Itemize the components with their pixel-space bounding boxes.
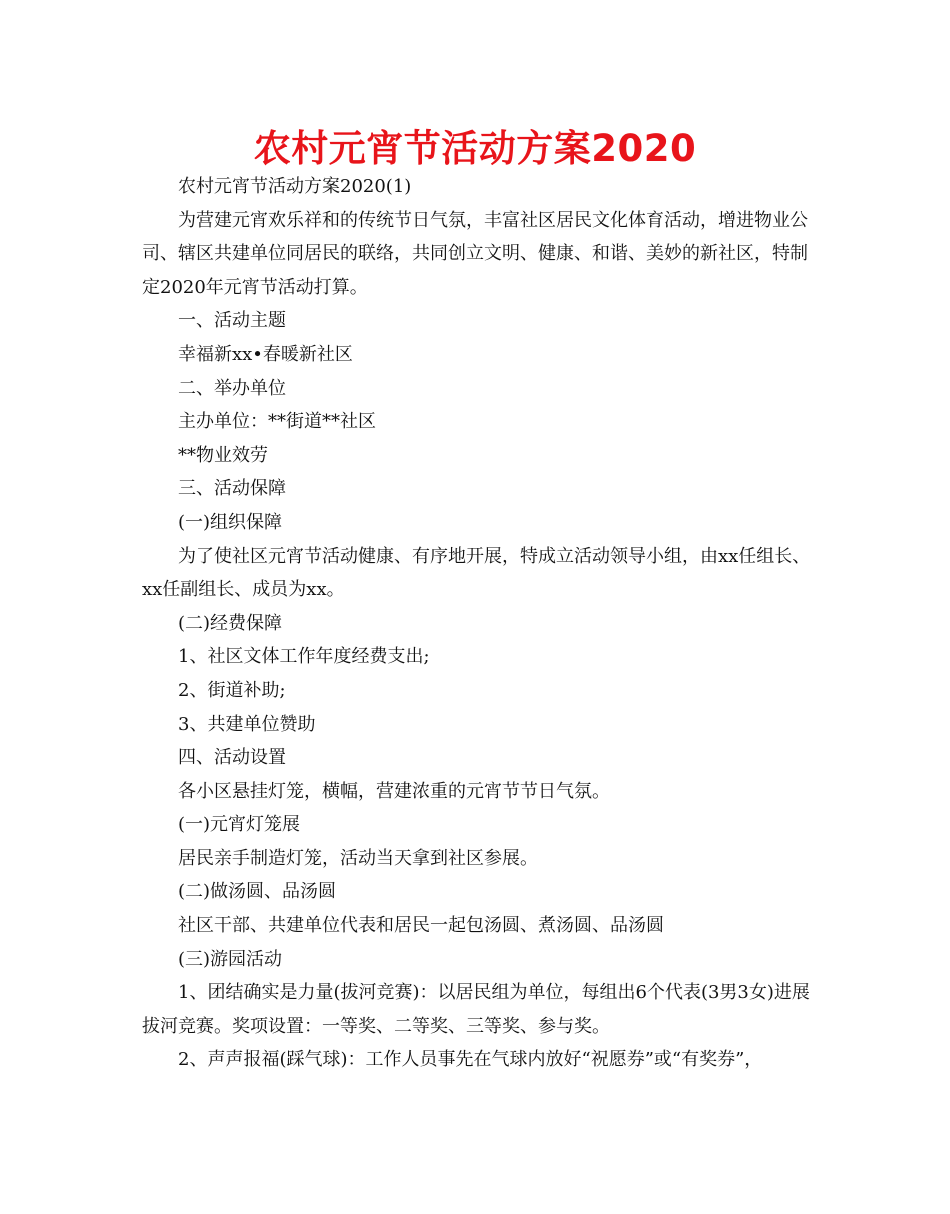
paragraph-organization: 为了使社区元宵节活动健康、有序地开展，特成立活动领导小组，由xx任组长、xx任副组长、成员为xx。 xyxy=(142,545,811,601)
heading-activity-guarantee: 三、活动保障 xyxy=(178,478,286,500)
paragraph-setup: 各小区悬挂灯笼，横幅，营建浓重的元宵节节日气氛。 xyxy=(178,780,610,802)
heading-activity-setup: 四、活动设置 xyxy=(178,747,286,769)
subheading-garden-games: (三)游园活动 xyxy=(178,948,283,970)
document-body xyxy=(142,170,822,1077)
paragraph-subtitle: 农村元宵节活动方案2020(1) xyxy=(178,176,412,197)
paragraph-tug-of-war: 1、团结确实是力量(拔河竞赛)：以居民组为单位，每组出6个代表(3男3女)进展拔河竞赛。奖项设置：一等奖、二等奖、三等奖、参与奖。 xyxy=(142,982,810,1037)
subheading-funding: (二)经费保障 xyxy=(178,612,283,634)
heading-activity-theme: 一、活动主题 xyxy=(178,310,286,332)
document-title: 农村元宵节活动方案2020 xyxy=(253,127,697,170)
list-item-funding-1: 1、社区文体工作年度经费支出; xyxy=(178,646,430,668)
subheading-tangyuan: (二)做汤圆、品汤圆 xyxy=(178,881,337,903)
paragraph-organizer: 主办单位：**街道**社区 xyxy=(178,411,376,433)
heading-organizer: 二、举办单位 xyxy=(178,377,286,399)
list-item-funding-3: 3、共建单位赞助 xyxy=(178,713,316,735)
paragraph-balloon-game: 2、声声报福(踩气球)：工作人员事先在气球内放好“祝愿券”或“有奖券”， xyxy=(178,1049,763,1071)
paragraph-lantern-show: 居民亲手制造灯笼，活动当天拿到社区参展。 xyxy=(178,847,538,869)
paragraph-intro: 为营建元宵欢乐祥和的传统节日气氛，丰富社区居民文化体育活动，增进物业公司、辖区共建单位同居民的联络，共同创立文明、健康、和谐、美妙的新社区，特制定2020年元宵节活动打算。 xyxy=(142,209,808,298)
paragraph-tangyuan: 社区干部、共建单位代表和居民一起包汤圆、煮汤圆、品汤圆 xyxy=(178,915,664,937)
list-item-funding-2: 2、街道补助; xyxy=(178,679,286,701)
paragraph-property-service: **物业效劳 xyxy=(178,444,268,466)
paragraph-theme: 幸福新xx•春暖新社区 xyxy=(178,343,353,365)
subheading-organization: (一)组织保障 xyxy=(178,511,283,533)
subheading-lantern-show: (一)元宵灯笼展 xyxy=(178,814,301,836)
